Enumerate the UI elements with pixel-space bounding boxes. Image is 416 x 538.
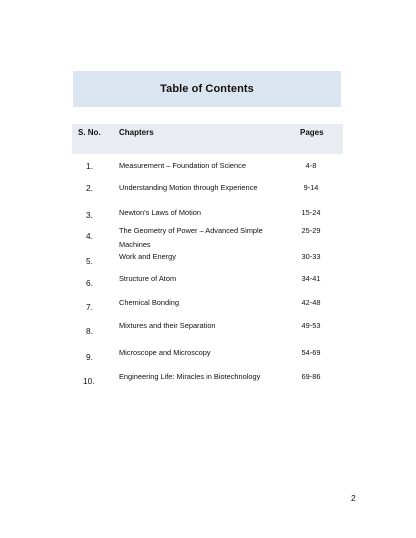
page-title: Table of Contents bbox=[160, 83, 254, 95]
table-header bbox=[72, 124, 343, 154]
row-chapter: Work and Energy bbox=[119, 252, 176, 261]
page-number: 2 bbox=[351, 493, 356, 503]
row-pages: 9-14 bbox=[303, 183, 319, 192]
header-pages: Pages bbox=[300, 128, 324, 137]
row-chapter: Newton’s Laws of Motion bbox=[119, 208, 202, 217]
header-chapters: Chapters bbox=[119, 128, 154, 137]
row-chapter: Microscope and Microscopy bbox=[119, 348, 211, 357]
row-chapter: Chemical Bonding bbox=[119, 298, 179, 307]
row-pages: 54-69 bbox=[301, 348, 321, 357]
row-chapter: Understanding Motion through Experience bbox=[119, 183, 258, 192]
row-chapter: Structure of Atom bbox=[119, 274, 177, 283]
title-banner bbox=[73, 71, 341, 107]
row-pages: 30-33 bbox=[301, 252, 321, 261]
row-number: 1. bbox=[86, 161, 93, 171]
row-number: 10. bbox=[83, 376, 95, 386]
row-pages: 4-8 bbox=[305, 161, 317, 170]
row-pages: 25-29 bbox=[301, 226, 321, 235]
row-pages: 69-86 bbox=[301, 372, 321, 381]
row-chapter: Engineering Life: Miracles in Biotechnology bbox=[119, 372, 261, 381]
header-sno: S. No. bbox=[78, 128, 101, 137]
row-chapter: Measurement – Foundation of Science bbox=[119, 161, 246, 170]
row-chapter: The Geometry of Power – Advanced Simple Machines bbox=[119, 226, 263, 249]
row-number: 2. bbox=[86, 183, 93, 193]
row-number: 6. bbox=[86, 278, 93, 288]
row-pages: 34-41 bbox=[301, 274, 321, 283]
row-pages: 49-53 bbox=[301, 321, 321, 330]
row-pages: 15-24 bbox=[301, 208, 321, 217]
table-of-contents bbox=[72, 124, 343, 386]
row-number: 8. bbox=[86, 326, 93, 336]
row-pages: 42-48 bbox=[301, 298, 321, 307]
row-chapter: Mixtures and their Separation bbox=[119, 321, 216, 330]
row-number: 5. bbox=[86, 256, 93, 266]
row-number: 9. bbox=[86, 352, 93, 362]
row-number: 3. bbox=[86, 210, 93, 220]
row-number: 7. bbox=[86, 302, 93, 312]
row-number: 4. bbox=[86, 231, 93, 241]
